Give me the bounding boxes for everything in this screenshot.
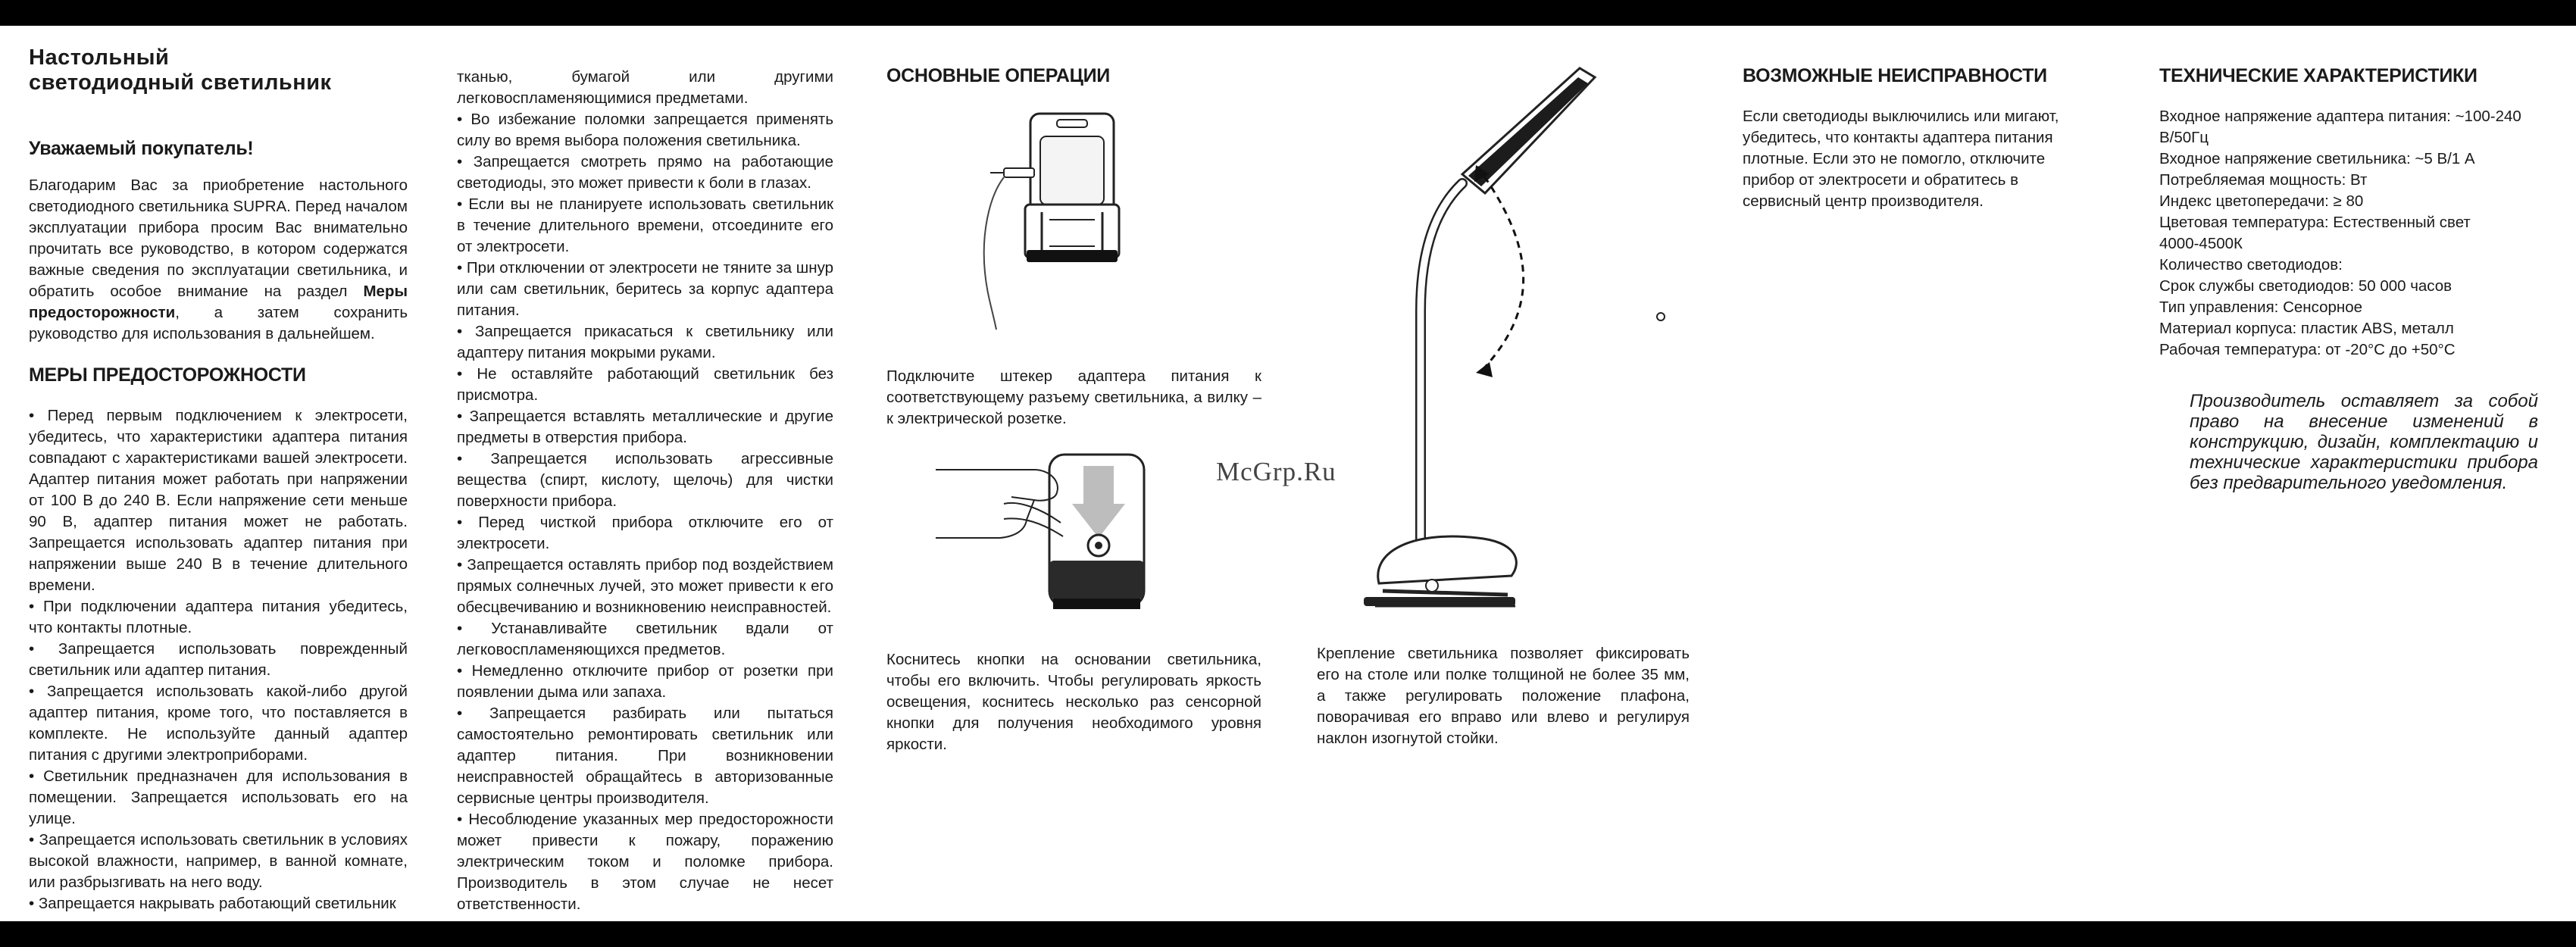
troubleshooting-text: Если светодиоды выключились или мигают, убедитесь, что контакты адаптера питания плотные. Если это не помогло, отключите прибор от электросети и обратитесь в сервисный центр производителя.: [1743, 108, 2059, 210]
touch-button-illustration: [928, 447, 1155, 621]
column-5: [1743, 64, 2084, 212]
troubleshooting-heading: ВОЗМОЖНЫЕ НЕИСПРАВНОСТИ: [1743, 65, 2047, 86]
spec-line: Индекс цветопередачи: ≥ 80: [2159, 192, 2364, 210]
manufacturer-note: Производитель оставляет за собой право на внесение изменений в конструкцию, дизайн, комплектацию и технические характеристики прибора без предварительного уведомления.: [2190, 391, 2538, 493]
desk-lamp-illustration: [1349, 61, 1690, 629]
doc-title-line2: светодиодный светильник: [29, 70, 332, 95]
precaution-item: • Светильник предназначен для использования в помещении. Запрещается использовать его на улице.: [29, 767, 408, 827]
column-6: [2159, 64, 2538, 493]
precaution-item: • Перед первым подключением к электросети, убедитесь, что характеристики адаптера питания совпадают с характеристиками вашей электросети. Адаптер питания может работать при напряжении от 100 В до 240 В. Если напряжение сети меньше 90 В, адаптер питания может не работать. Запрещается использовать адаптер питания при напряжении выше 240 В в течение длительного времени.: [29, 407, 408, 594]
greeting: Уважаемый покупатель!: [29, 138, 254, 159]
precautions-heading: МЕРЫ ПРЕДОСТОРОЖНОСТИ: [29, 364, 306, 386]
spec-line: Материал корпуса: пластик ABS, металл: [2159, 320, 2454, 337]
precaution-item: • При подключении адаптера питания убедитесь, что контакты плотные.: [29, 598, 408, 636]
precautions-list-1: [29, 405, 408, 914]
precaution-item: • Запрещается накрывать работающий светильник: [29, 895, 396, 912]
spec-line: Цветовая температура: Естественный свет: [2159, 214, 2471, 231]
precaution-item: • Немедленно отключите прибор от розетки при появлении дыма или запаха.: [457, 662, 833, 701]
precaution-item: тканью, бумагой или другими легковоспламеняющимися предметами.: [457, 68, 833, 107]
precaution-item: • Запрещается смотреть прямо на работающие светодиоды, это может привести к боли в глазах.: [457, 153, 833, 192]
column-4: [1317, 643, 1690, 749]
spec-line: Входное напряжение светильника: ~5 В/1 А: [2159, 150, 2475, 167]
plug-connection-illustration: [974, 106, 1140, 341]
spec-line: Входное напряжение адаптера питания: ~100-240 В/50Гц: [2159, 108, 2521, 146]
precaution-item: • Перед чисткой прибора отключите его от электросети.: [457, 514, 833, 552]
intro-part2: , а затем сохранить руководство для использования в дальнейшем.: [29, 304, 408, 342]
clamp-description: Крепление светильника позволяет фиксировать его на столе или полке толщиной не более 35 мм, а также регулировать положение плафона, поворачивая его вправо или влево и регулируя наклон изогнутой стойки.: [1317, 645, 1690, 747]
operation-step-2: Коснитесь кнопки на основании светильника, чтобы его включить. Чтобы регулировать яркость освещения, коснитесь несколько раз сенсорной кнопки для получения необходимого уровня яркости.: [886, 651, 1261, 753]
precaution-item: • Запрещается оставлять прибор под воздействием прямых солнечных лучей, это может привести к его обесцвечиванию и возникновению неисправностей.: [457, 556, 833, 616]
specs-list: [2159, 106, 2538, 361]
spec-line: 4000-4500К: [2159, 235, 2243, 252]
precaution-item: • Запрещается использовать агрессивные вещества (спирт, кислоту, щелочь) для чистки поверхности прибора.: [457, 450, 833, 510]
precaution-item: • Несоблюдение указанных мер предосторожности может привести к пожару, поражению электрическим током и поломке прибора. Производитель в этом случае не несет ответственности.: [457, 811, 833, 913]
top-black-band: [0, 0, 2576, 26]
spec-line: Рабочая температура: от -20°С до +50°С: [2159, 341, 2456, 358]
precaution-item: • Запрещается прикасаться к светильнику или адаптеру питания мокрыми руками.: [457, 323, 833, 361]
precaution-item: • Запрещается разбирать или пытаться самостоятельно ремонтировать светильник или адаптер питания. При возникновении неисправностей обращайтесь в авторизованные сервисные центры производителя.: [457, 705, 833, 807]
precaution-item: • Не оставляйте работающий светильник без присмотра.: [457, 365, 833, 404]
spec-line: Потребляемая мощность: Вт: [2159, 171, 2368, 189]
bottom-black-band: [0, 921, 2576, 947]
intro-bold: Меры предосторожности: [29, 283, 408, 321]
spec-line: Срок службы светодиодов: 50 000 часов: [2159, 277, 2453, 295]
operations-heading: ОСНОВНЫЕ ОПЕРАЦИИ: [886, 65, 1110, 86]
precaution-item: • Запрещается использовать поврежденный светильник или адаптер питания.: [29, 640, 408, 679]
spec-line: Тип управления: Сенсорное: [2159, 298, 2363, 316]
precaution-item: • Запрещается вставлять металлические и другие предметы в отверстия прибора.: [457, 408, 833, 446]
precaution-item: • Во избежание поломки запрещается применять силу во время выбора положения светильника.: [457, 111, 833, 149]
column-1: [29, 45, 408, 914]
precaution-item: • Если вы не планируете использовать светильник в течение длительного времени, отсоедините его от электросети.: [457, 195, 833, 255]
column-2: [457, 67, 833, 915]
precaution-item: • При отключении от электросети не тяните за шнур или сам светильник, беритесь за корпус адаптера питания.: [457, 259, 833, 319]
precaution-item: • Запрещается использовать светильник в условиях высокой влажности, например, в ванной комнате, или разбрызгивать на него воду.: [29, 831, 408, 891]
watermark: McGrp.Ru: [1216, 457, 1336, 486]
precaution-item: • Устанавливайте светильник вдали от легковоспламеняющихся предметов.: [457, 620, 833, 658]
precaution-item: • Запрещается использовать какой-либо другой адаптер питания, кроме того, что поставляется в комплекте. Не используйте данный адаптер питания с другими электроприборами.: [29, 683, 408, 764]
doc-title-line1: Настольный: [29, 45, 170, 70]
specs-heading: ТЕХНИЧЕСКИЕ ХАРАКТЕРИСТИКИ: [2159, 65, 2478, 86]
intro-text: [29, 175, 408, 345]
intro-part1: Благодарим Вас за приобретение настольного светодиодного светильника SUPRA. Перед началом эксплуатации прибора просим Вас внимательно прочитать все руководство, в котором содержатся важные сведения по эксплуатации светильника, и обратить особое внимание на раздел: [29, 177, 408, 300]
operation-step-1: Подключите штекер адаптера питания к соответствующему разъему светильника, а вилку – к электрической розетке.: [886, 367, 1261, 427]
spec-line: Количество светодиодов:: [2159, 256, 2343, 273]
